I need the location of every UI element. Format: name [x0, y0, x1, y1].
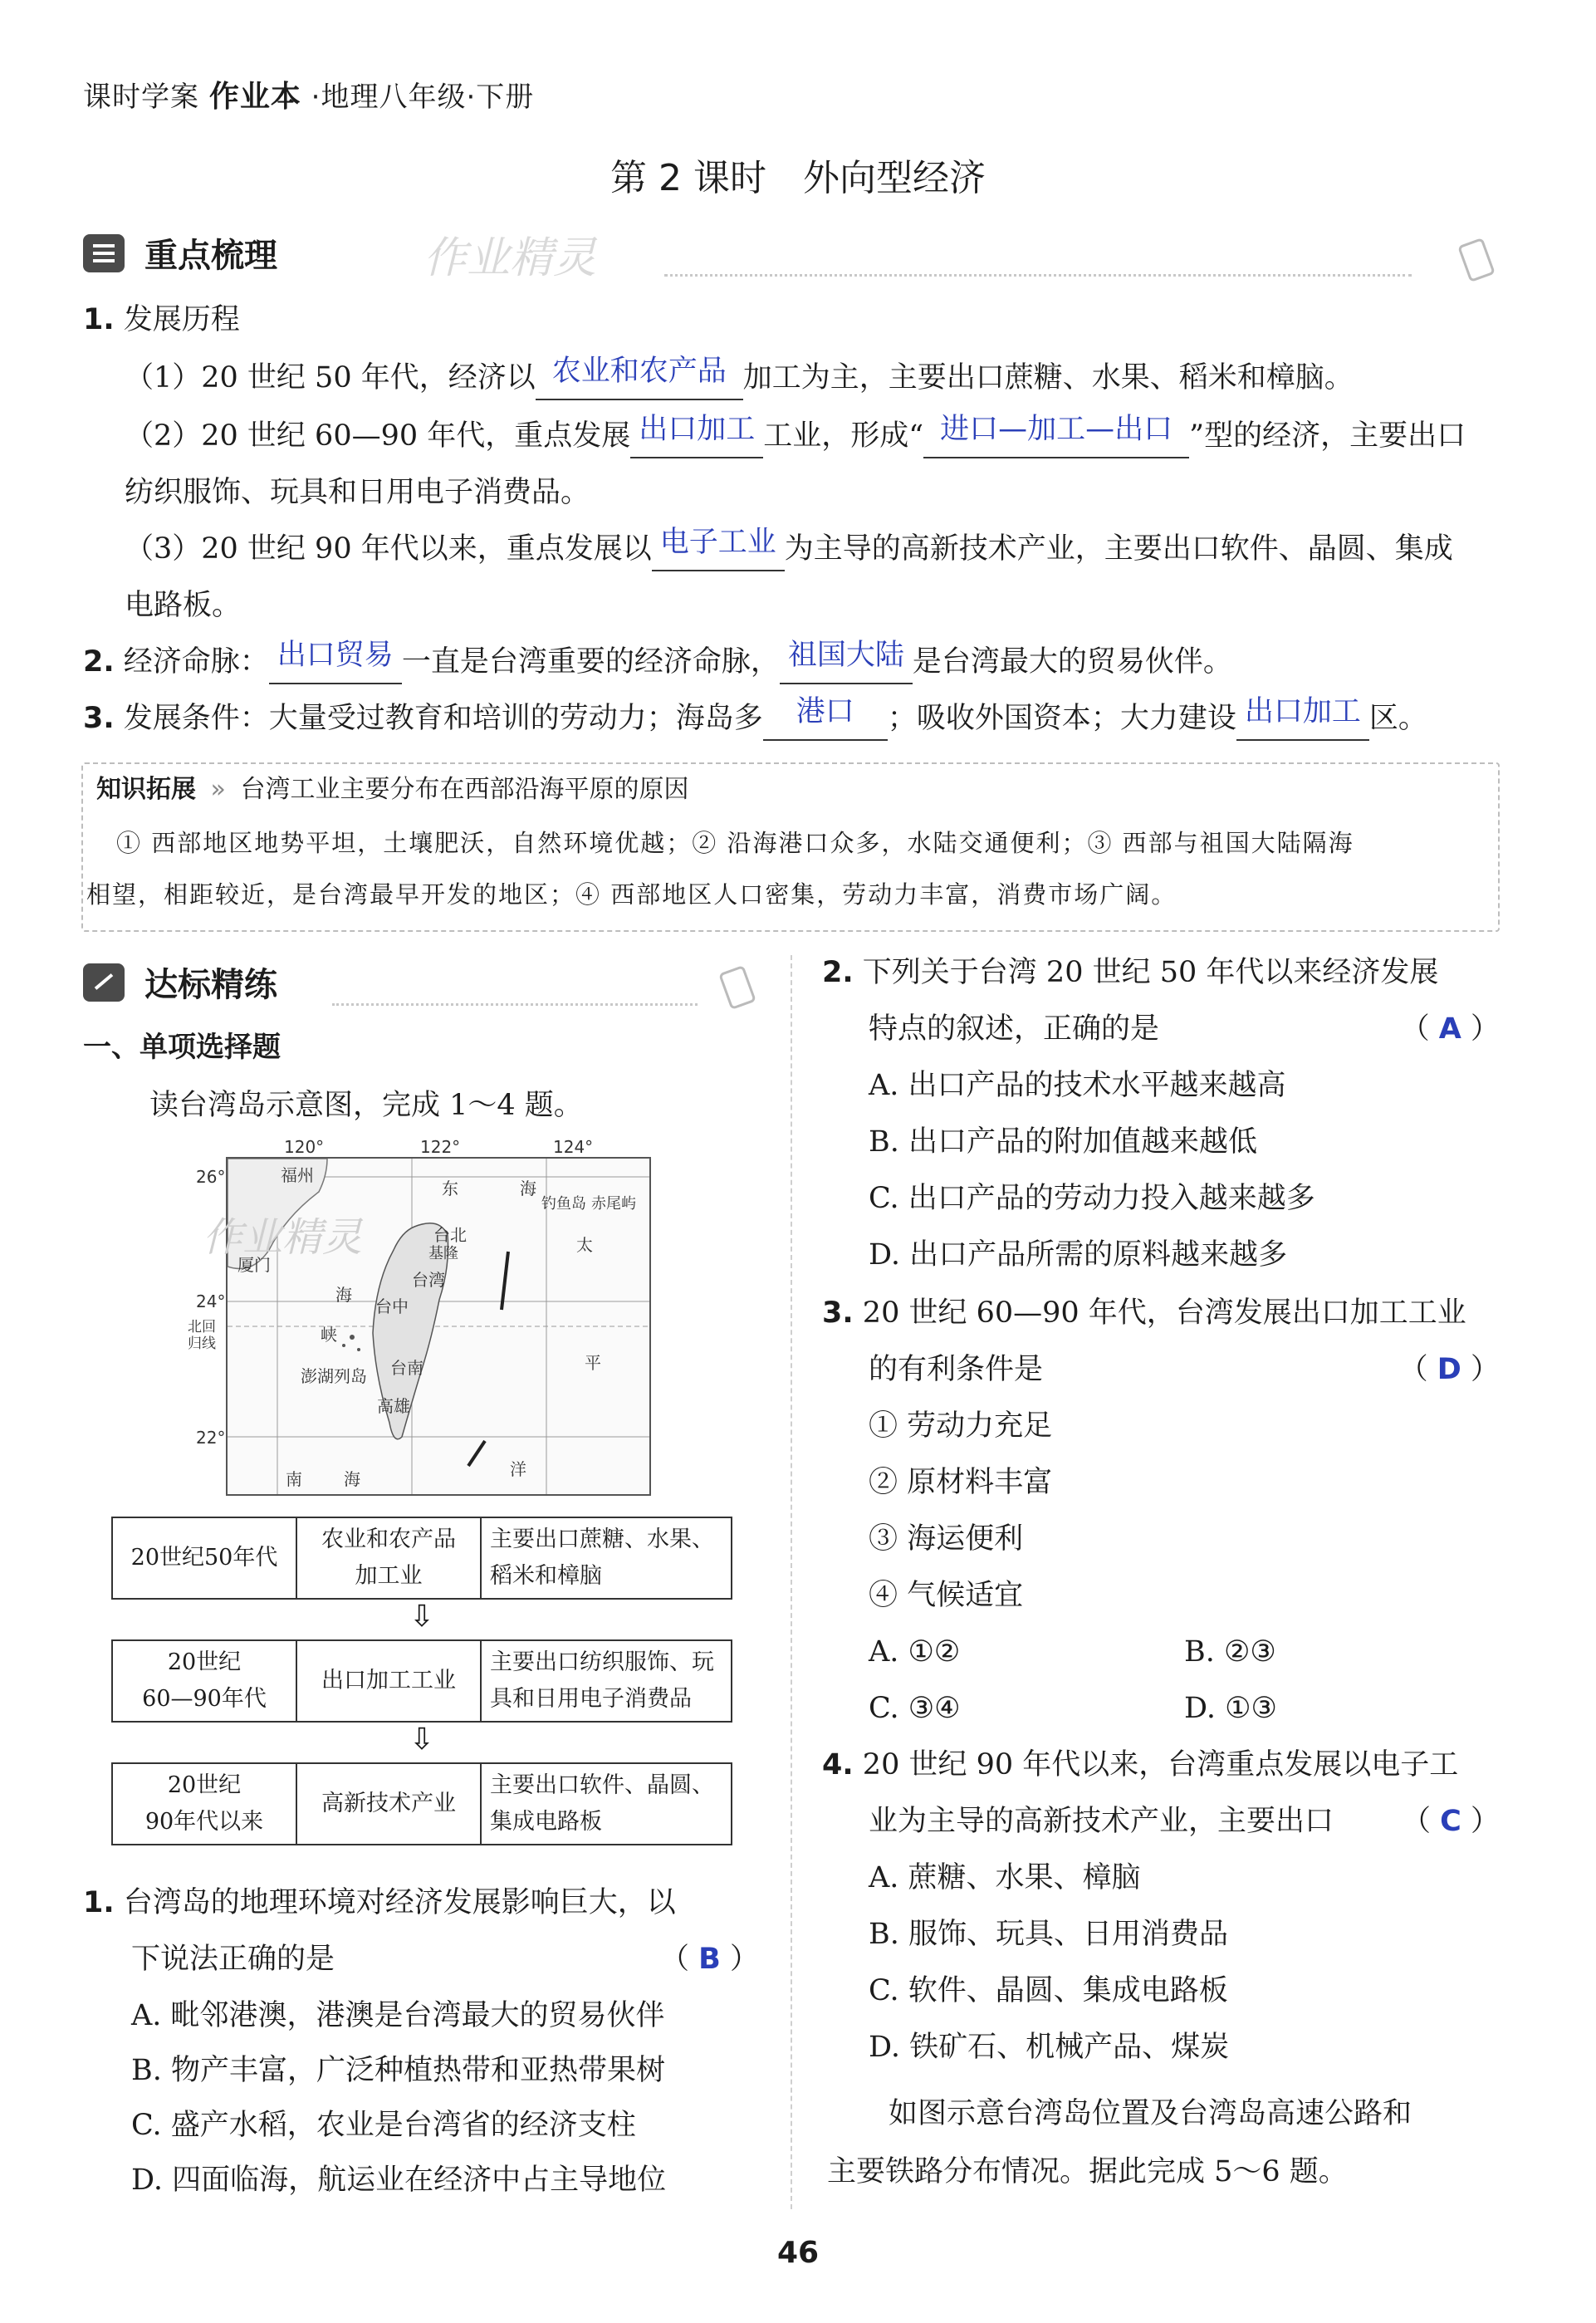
economy-flow-chart: [111, 1517, 732, 1845]
option: D. 四面临海，航运业在经济中占主导地位: [131, 2164, 667, 2197]
stage-industry: 高新技术产业: [296, 1763, 481, 1845]
question-4-stem: [822, 1744, 1458, 1786]
question-number: 1.: [83, 1886, 115, 1919]
penghu-island: [342, 1344, 345, 1347]
question-number: 4.: [822, 1748, 854, 1781]
text: 经济命脉：: [123, 645, 269, 679]
place-label: 福州: [281, 1165, 314, 1185]
item-number: 3.: [83, 702, 115, 735]
text: （1）20 世纪 50 年代，经济以: [125, 361, 536, 395]
knowledge-line-1: ① 西部地区地势平坦，土壤肥沃，自然环境优越；② 沿海港口众多，水陆交通便利；③ 西部与祖国大陆隔海: [116, 829, 1354, 857]
question-3-stem: [822, 1292, 1466, 1334]
tropic-label: 归线: [188, 1335, 216, 1352]
watermark-logo: 作业精灵: [203, 1214, 363, 1261]
text: 是台湾最大的贸易伙伴。: [912, 645, 1232, 679]
answer-blank: [630, 415, 763, 458]
divider: [332, 1003, 698, 1006]
answer-bracket: （ B ）: [660, 1943, 759, 1976]
notebook-icon: [83, 234, 125, 272]
taiwan-island-map: [188, 1137, 651, 1496]
text: ；吸收外国资本；大力建设: [887, 702, 1236, 735]
option: B. 出口产品的附加值越来越低: [869, 1125, 1257, 1159]
text: 20 世纪 90 年代以来，台湾重点发展以电子工: [862, 1748, 1459, 1781]
place-label: 海: [344, 1469, 360, 1489]
option: B. 服饰、玩具、日用消费品: [869, 1918, 1228, 1951]
section-title: 重点梳理: [144, 237, 277, 275]
option: B. ②③: [1184, 1635, 1276, 1669]
option: C. 出口产品的劳动力投入越来越多: [869, 1182, 1315, 1215]
knowledge-title-row: [96, 769, 688, 811]
flow-stage-2: [111, 1639, 732, 1723]
watermark-logo: 作业精灵: [423, 233, 597, 283]
text: （3）20 世纪 90 年代以来，重点发展以: [125, 532, 652, 566]
text: 一直是台湾重要的经济命脉，: [401, 645, 780, 679]
option: A. 蔗糖、水果、樟脑: [869, 1861, 1141, 1894]
option: D. ①③: [1184, 1692, 1277, 1725]
text: 的有利条件是: [869, 1353, 1044, 1386]
item-label: 发展历程: [123, 303, 240, 336]
longitude-label: 124°: [553, 1137, 594, 1157]
latitude-label: 24°: [196, 1291, 226, 1311]
statement: ④ 气候适宜: [869, 1579, 1024, 1612]
place-label: 台北: [433, 1225, 467, 1245]
cell-line: 集成电路板: [490, 1809, 602, 1835]
item-number: 1.: [83, 303, 115, 336]
place-label: 海: [520, 1179, 536, 1198]
answer-bracket: （ C ）: [1402, 1805, 1500, 1838]
item-1-line-1: [125, 357, 1354, 400]
penghu-island: [350, 1335, 355, 1340]
knowledge-title: 台湾工业主要分布在西部沿海平原的原因: [240, 775, 689, 804]
place-label: 台中: [375, 1296, 409, 1316]
place-label: 台湾: [412, 1270, 445, 1290]
subject-name: ·地理八年级·下册: [311, 81, 535, 114]
cell-line: 20世纪: [167, 1649, 242, 1675]
cell-line: 主要出口软件、晶圆、: [490, 1772, 714, 1798]
option: A. 出口产品的技术水平越来越高: [869, 1069, 1286, 1102]
option: D. 出口产品所需的原料越来越多: [869, 1238, 1288, 1272]
handwritten-answer: 祖国大陆: [787, 639, 904, 672]
lesson-title: 第 2 课时 外向型经济: [610, 157, 986, 199]
stage-exports: [481, 1517, 732, 1599]
item-1-line-3-cont: 电路板。: [125, 589, 242, 622]
question-2-stem: [822, 952, 1438, 993]
handwritten-answer: D: [1437, 1353, 1461, 1386]
knowledge-tag: 知识拓展: [96, 775, 196, 804]
handwritten-answer: C: [1440, 1805, 1461, 1838]
answer-blank: [536, 357, 743, 400]
place-label: 洋: [510, 1459, 526, 1479]
place-label: 高雄: [377, 1396, 410, 1416]
statement: ① 劳动力充足: [869, 1409, 1053, 1443]
longitude-label: 120°: [284, 1137, 325, 1157]
flow-stage-3: [111, 1762, 732, 1845]
flow-stage-1: [111, 1517, 732, 1600]
question-number: 3.: [822, 1296, 854, 1330]
place-label: 太: [576, 1235, 593, 1255]
item-number: 2.: [83, 645, 115, 679]
statement: ③ 海运便利: [869, 1522, 1024, 1556]
question-2-stem-cont: [869, 1008, 1500, 1050]
question-1-stem: [83, 1882, 676, 1924]
divider: [664, 274, 1412, 277]
closing-text-1: 如图示意台湾岛位置及台湾岛高速公路和: [889, 2097, 1412, 2130]
place-label: 海: [335, 1285, 352, 1305]
handwritten-answer: 农业和农产品: [551, 355, 727, 388]
item-1-heading: [83, 299, 240, 341]
text: 下列关于台湾 20 世纪 50 年代以来经济发展: [862, 956, 1439, 989]
option: B. 物产丰富，广泛种植热带和亚热带果树: [131, 2054, 665, 2087]
text: 发展条件：大量受过教育和培训的劳动力；海岛多: [123, 702, 763, 735]
place-label: 钓鱼岛: [541, 1195, 586, 1213]
section-heading-practice: [83, 958, 277, 1006]
cell-line: 90年代以来: [144, 1809, 264, 1835]
text: ”型的经济，主要出口: [1189, 419, 1466, 453]
pin-icon: [1457, 238, 1496, 282]
item-1-line-2: [125, 415, 1466, 458]
tropic-label: 北回: [188, 1319, 216, 1335]
answer-blank: [780, 641, 913, 684]
stage-exports: [481, 1640, 732, 1722]
place-label: 台南: [390, 1358, 423, 1378]
page-number: 46: [776, 2236, 820, 2270]
stage-period: 20世纪50年代: [112, 1517, 296, 1599]
book-name: 作业本: [208, 80, 301, 114]
text: 业为主导的高新技术产业，主要出口: [869, 1805, 1334, 1838]
book-header: [83, 73, 534, 115]
place-label: 厦门: [237, 1255, 271, 1275]
latitude-label: 22°: [196, 1428, 226, 1448]
stage-period: [112, 1640, 296, 1722]
option: A. ①②: [869, 1635, 961, 1669]
answer-blank: [269, 641, 402, 684]
item-1-line-3: [125, 528, 1453, 571]
option: D. 铁矿石、机械产品、煤炭: [869, 2031, 1230, 2064]
cell-line: 主要出口纺织服饰、玩: [490, 1649, 714, 1675]
handwritten-answer: 港口: [796, 695, 854, 728]
column-divider: [791, 955, 792, 2209]
down-arrow-icon: ⇩: [409, 1600, 435, 1634]
place-label: 赤尾屿: [591, 1195, 636, 1213]
section-title: 达标精练: [144, 966, 277, 1004]
map-intro: 读台湾岛示意图，完成 1～4 题。: [149, 1089, 583, 1122]
handwritten-answer: 进口—加工—出口: [940, 413, 1173, 446]
place-label: 南: [286, 1469, 302, 1489]
option: C. ③④: [869, 1692, 961, 1725]
cell-line: 稻米和樟脑: [490, 1563, 602, 1589]
text: 加工为主，主要出口蔗糖、水果、稻米和樟脑。: [742, 361, 1354, 395]
item-3: [83, 695, 1427, 741]
closing-text-2: 主要铁路分布情况。据此完成 5～6 题。: [827, 2155, 1348, 2188]
knowledge-line-2: 相望，相距较近，是台湾最早开发的地区；④ 西部地区人口密集，劳动力丰富，消费市场广阔。: [86, 880, 1177, 909]
chevron-right-icon: »: [210, 775, 226, 804]
pencil-icon: [83, 963, 125, 1002]
section-heading-key-points: [83, 229, 277, 277]
answer-blank: [923, 415, 1189, 458]
stage-industry: [296, 1517, 481, 1599]
item-1-line-2-cont: 纺织服饰、玩具和日用电子消费品。: [125, 476, 590, 509]
series-name: 课时学案: [83, 81, 199, 114]
pin-icon: [718, 965, 756, 1010]
longitude-label: 122°: [420, 1137, 461, 1157]
handwritten-answer: 电子工业: [659, 526, 776, 559]
question-4-stem-cont: [869, 1801, 1500, 1842]
latitude-label: 26°: [196, 1167, 226, 1187]
text: 特点的叙述，正确的是: [869, 1012, 1160, 1046]
text: 区。: [1368, 702, 1427, 735]
question-number: 2.: [822, 956, 854, 989]
penghu-island: [357, 1348, 360, 1351]
handwritten-answer: B: [698, 1943, 721, 1976]
stage-exports: [481, 1763, 732, 1845]
answer-bracket: （ D ）: [1398, 1353, 1500, 1386]
text: 工业，形成“: [763, 419, 924, 453]
handwritten-answer: 出口加工: [639, 413, 756, 446]
handwritten-answer: 出口贸易: [277, 639, 394, 672]
place-label: 平: [585, 1353, 601, 1373]
cell-line: 具和日用电子消费品: [490, 1686, 692, 1712]
handwritten-answer: A: [1438, 1012, 1461, 1046]
option: A. 毗邻港澳，港澳是台湾最大的贸易伙伴: [131, 1999, 665, 2032]
item-2: [83, 641, 1232, 684]
answer-blank: [652, 528, 785, 571]
answer-blank: [763, 695, 888, 741]
stage-industry: 出口加工工业: [296, 1640, 481, 1722]
place-label: 峡: [321, 1325, 337, 1345]
text: 台湾岛的地理环境对经济发展影响巨大，以: [123, 1886, 676, 1919]
place-label: 基隆: [428, 1245, 458, 1262]
text: 20 世纪 60—90 年代，台湾发展出口加工工业: [862, 1296, 1466, 1330]
part-heading: 一、单项选择题: [83, 1031, 281, 1064]
cell-line: 主要出口蔗糖、水果、: [490, 1527, 714, 1552]
option: C. 软件、晶圆、集成电路板: [869, 1974, 1228, 2007]
answer-bracket: （ A ）: [1400, 1012, 1500, 1046]
cell-line: 农业和农产品: [321, 1527, 456, 1552]
cell-line: 60—90年代: [142, 1686, 267, 1712]
statement: ② 原材料丰富: [869, 1466, 1053, 1499]
cell-line: 加工业: [355, 1563, 423, 1589]
answer-blank: [1236, 695, 1369, 741]
place-label: 东: [442, 1179, 458, 1198]
handwritten-answer: 出口加工: [1244, 695, 1361, 728]
text: （2）20 世纪 60—90 年代，重点发展: [125, 419, 631, 453]
question-3-stem-cont: [869, 1349, 1500, 1390]
cell-line: 20世纪: [167, 1772, 242, 1798]
text: 下说法正确的是: [131, 1943, 335, 1976]
option: C. 盛产水稻，农业是台湾省的经济支柱: [131, 2109, 636, 2142]
down-arrow-icon: ⇩: [409, 1723, 435, 1757]
question-1-stem-cont: [131, 1938, 759, 1980]
text: 为主导的高新技术产业，主要出口软件、晶圆、集成: [784, 532, 1453, 566]
stage-period: [112, 1763, 296, 1845]
place-label: 澎湖列岛: [301, 1366, 367, 1386]
map-mark: [468, 1441, 485, 1466]
